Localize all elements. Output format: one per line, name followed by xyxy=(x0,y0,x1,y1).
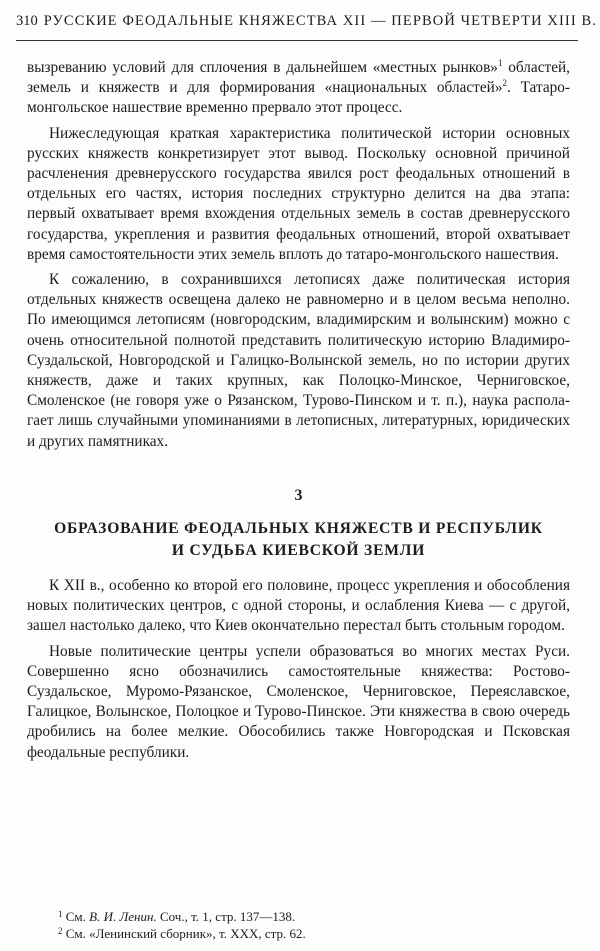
section-title-line-1: ОБРАЗОВАНИЕ ФЕОДАЛЬНЫХ КНЯЖЕСТВ И РЕСПУБЛИК xyxy=(54,520,543,538)
section-title xyxy=(27,518,570,562)
section-number: 3 xyxy=(294,486,303,504)
main-text xyxy=(27,58,570,763)
footnote-author: В. И. Ленин. xyxy=(89,909,157,924)
footnotes xyxy=(58,908,570,942)
section-paragraph-1: К XII в., особенно ко второй его половине, процесс укрепления и обособления новых политических центров, с одной стороны, и ослабления Киева — с другой, зашел настолько далеко, что Киев окончательно перестал быть стольным городом. xyxy=(27,577,570,635)
header-rule xyxy=(16,40,578,41)
paragraph-3: К сожалению, в сохранившихся летописях даже политическая история отдельных княжеств освещена далеко не равномерно и в целом весьма неполно. По имеющимся летописям (новгородским, владимирским и волынским) можно с очень относительной полнотой представить политическую историю Владимиро-Суздальской, Новгородской и Галицко-Волынской земель, но по истории других княжеств, даже и таких крупных, как Полоцко-Минское, Черниговское, Смоленское (не говоря уже о Рязанском, Турово-Пинском и т. п.), наука располагает лишь случайными упоминаниями в летописных, литературных, юридических и других памятниках. xyxy=(27,271,570,450)
footnote-2: $^2$ См. «Ленинский сборник», т. XXX, стр. 62. xyxy=(58,926,306,941)
footnote-ref-2[interactable]: 2 xyxy=(502,78,507,89)
section-title-line-2: И СУДЬБА КИЕВСКОЙ ЗЕМЛИ xyxy=(171,542,426,560)
footnote-1: $^1$ См. В. И. Ленин. Соч., т. 1, стр. 137—138. xyxy=(58,909,296,924)
running-header xyxy=(16,13,597,30)
running-title: РУССКИЕ ФЕОДАЛЬНЫЕ КНЯЖЕСТВА XII — ПЕРВОЙ ЧЕТВЕРТИ XIII В. xyxy=(43,13,597,29)
section-paragraph-2: Новые политические центры успели образоваться во многих местах Руси. Совершенно ясно обозначились самостоятельные княжества: Ростово-Суздальское, Муромо-Рязанское, Смоленское, Черниговское, Переяславское, Галицкое, Волынское, Полоцкое и Турово-Пинское. Эти княжества в свою очередь дробились на более мелкие. Обособились также Новгородская и Псковская феодальные республики. xyxy=(27,642,570,761)
footnote-ref-1[interactable]: 1 xyxy=(497,58,503,68)
page-number: 310 xyxy=(16,13,38,29)
paragraph-1: вызреванию условий для сплочения в дальнейшем «местных рынков»$^1$ областей, земель и княжеств и для формирования «национальных областей»$^2$. Татаро-монгольское нашествие временно прервало этот процесс. xyxy=(27,58,570,117)
paragraph-2: Нижеследующая краткая характеристика политической истории основных русских княжеств конкретизирует этот вывод. Поскольку основной причиной расчленения древнерусского государства явился рост феодальных отношений в отдельных его частях, история последних структурно делится на два этапа: первый охватывает время вхождения отдельных земель в состав древнерусского государства, укрепления и развития феодальных отношений, второй охватывает время самостоятельности этих земель вплоть до татаро-монгольского нашествия. xyxy=(27,124,570,263)
